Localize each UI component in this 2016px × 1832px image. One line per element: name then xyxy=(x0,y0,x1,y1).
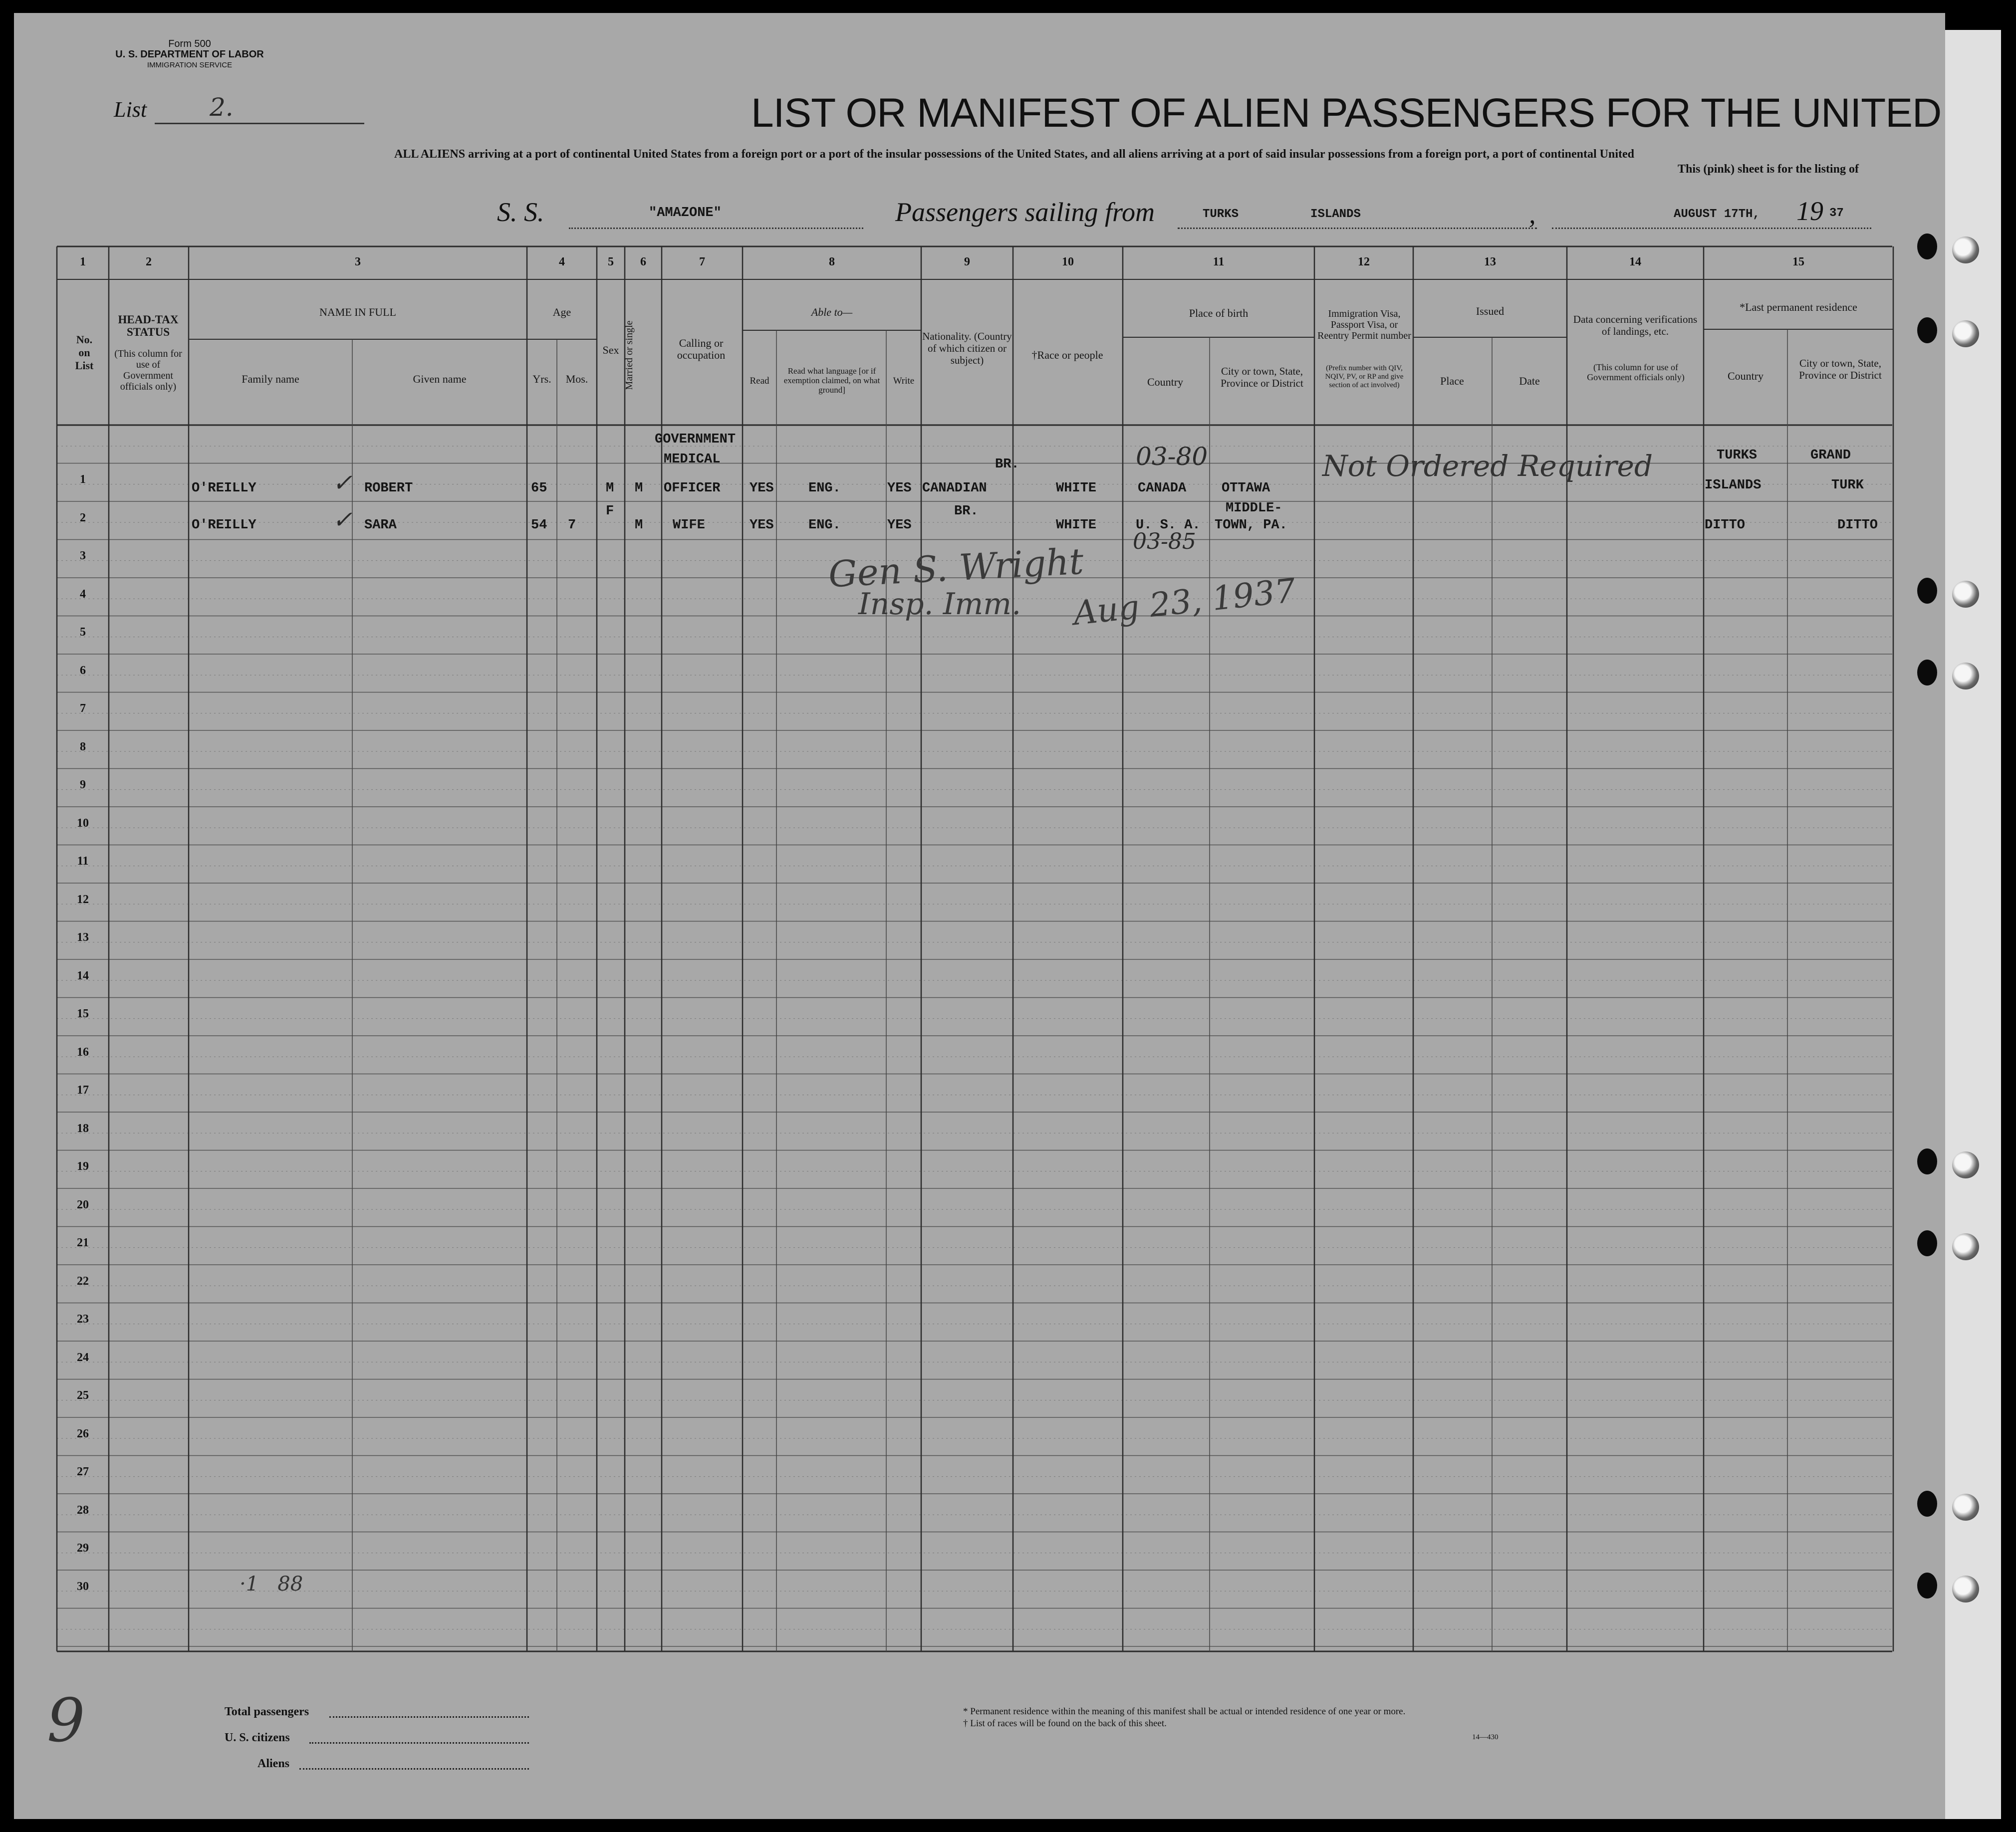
passenger-2-read: YES xyxy=(750,518,774,533)
footer-form-code: 14—430 xyxy=(1472,1733,1499,1741)
footer-citizens-line xyxy=(309,1742,529,1744)
footnote-residence: * Permanent residence within the meaning of this manifest shall be actual or intended residence of one year or more. xyxy=(963,1706,1406,1717)
header-birth-city: City or town, State, Province or District xyxy=(1221,365,1303,389)
header-race: †Race or people xyxy=(1031,349,1103,361)
row-number: 16 xyxy=(77,1045,89,1059)
row-number: 18 xyxy=(77,1122,89,1135)
passenger-2-sex: F xyxy=(606,504,614,519)
row-number: 19 xyxy=(77,1160,89,1173)
header-res-country: Country xyxy=(1727,370,1764,382)
sailing-year-prefix: 19 xyxy=(1796,196,1823,226)
header-res-city: City or town, State, Province or District xyxy=(1799,357,1882,381)
list-label: List xyxy=(114,97,147,122)
row-number: 12 xyxy=(77,893,89,906)
row-number: 13 xyxy=(77,931,89,944)
row-number: 3 xyxy=(80,549,86,562)
row-number: 15 xyxy=(77,1007,89,1020)
passenger-2-language: ENG. xyxy=(808,518,841,533)
handwritten-signature: Gen S. Wright xyxy=(827,540,1085,596)
handwritten-row30-note: ·1 88 xyxy=(240,1573,303,1596)
handwritten-code-2: 03-85 xyxy=(1133,529,1196,554)
ship-name: "AMAZONE" xyxy=(649,206,722,221)
row-number: 6 xyxy=(80,664,86,677)
list-underline xyxy=(155,123,364,124)
passenger-2-age-mos: 7 xyxy=(568,518,576,533)
column-number: 6 xyxy=(640,255,646,268)
header-no-on-list: No. on List xyxy=(75,333,94,372)
passenger-1-res-country-line2: ISLANDS xyxy=(1705,478,1762,493)
header-visa-note: (Prefix number with QIV, NQIV, PV, or RP and give section of act involved) xyxy=(1325,364,1404,389)
footnote-races: † List of races will be found on the back of this sheet. xyxy=(963,1718,1167,1729)
header-age: Age xyxy=(552,306,571,318)
form-number: Form 500 xyxy=(168,38,211,49)
column-number: 10 xyxy=(1062,255,1074,268)
column-number: 2 xyxy=(146,255,152,268)
row-number: 26 xyxy=(77,1427,89,1440)
passenger-2-family-name: O'REILLY xyxy=(192,518,256,533)
passenger-1-married: M xyxy=(635,481,643,496)
row-number: 11 xyxy=(77,855,89,868)
sailing-date: AUGUST 17TH, xyxy=(1674,208,1760,221)
row-number: 29 xyxy=(77,1542,89,1555)
handwritten-corner-number: 9 xyxy=(47,1686,85,1756)
passenger-2-married: M xyxy=(635,518,643,533)
manifest-subtitle-2: This (pink) sheet is for the listing of xyxy=(1678,163,1859,176)
passenger-1-read: YES xyxy=(750,481,774,496)
passenger-1-occupation-line3: OFFICER xyxy=(664,481,721,496)
passenger-1-res-country-line1: TURKS xyxy=(1717,448,1758,463)
row-number: 25 xyxy=(77,1389,89,1402)
passenger-1-occupation-line1: GOVERNMENT xyxy=(655,432,736,447)
footer-aliens-label: Aliens xyxy=(257,1757,290,1770)
ss-label: S. S. xyxy=(497,197,544,227)
row-number: 27 xyxy=(77,1465,89,1478)
passenger-1-res-city-line1: GRAND xyxy=(1810,448,1851,463)
row-number: 17 xyxy=(77,1084,89,1097)
handwritten-inspection-date: Aug 23, 1937 xyxy=(1071,571,1298,633)
passenger-2-birth-city-line2: TOWN, PA. xyxy=(1215,518,1287,533)
header-married: Married or single xyxy=(624,320,635,390)
header-read-language: Read what language [or if exemption claimed, on what ground] xyxy=(783,366,880,395)
row-number: 14 xyxy=(77,969,89,982)
footer-total-line xyxy=(329,1716,529,1718)
passenger-2-given-name: SARA xyxy=(364,518,397,533)
row-number: 9 xyxy=(80,778,86,791)
header-read: Read xyxy=(750,376,769,386)
list-number: 2. xyxy=(210,93,234,122)
passenger-1-nationality-line1: BR. xyxy=(995,457,1019,472)
row-number: 21 xyxy=(77,1236,89,1249)
header-able-to: Able to— xyxy=(811,306,853,318)
footer-citizens-label: U. S. citizens xyxy=(225,1731,290,1744)
passenger-1-res-city-line2: TURK xyxy=(1831,478,1864,493)
footer-aliens-line xyxy=(299,1768,529,1770)
column-number: 8 xyxy=(829,255,835,268)
column-number: 9 xyxy=(964,255,970,268)
check-mark: ✓ xyxy=(332,469,353,497)
manifest-title: LIST OR MANIFEST OF ALIEN PASSENGERS FOR THE UNITED xyxy=(751,90,1942,136)
header-birth-country: Country xyxy=(1147,376,1184,388)
column-number: 14 xyxy=(1629,255,1641,268)
header-issued: Issued xyxy=(1476,305,1505,317)
passenger-2-nationality: BR. xyxy=(954,504,979,519)
passenger-2-res-city: DITTO xyxy=(1837,518,1878,533)
passenger-2-write: YES xyxy=(887,518,912,533)
row-number: 10 xyxy=(77,816,89,830)
column-number: 12 xyxy=(1358,255,1370,268)
departure-port-line xyxy=(1178,228,1537,229)
header-mos: Mos. xyxy=(565,373,588,385)
header-issued-date: Date xyxy=(1519,375,1540,387)
row-number: 8 xyxy=(80,740,86,753)
header-given-name: Given name xyxy=(413,373,467,385)
row-number: 2 xyxy=(80,511,86,524)
date-line xyxy=(1552,228,1871,229)
sailing-label: Passengers sailing from xyxy=(895,197,1155,227)
handwritten-code-1: 03-80 xyxy=(1136,442,1208,471)
header-landings: Data concerning verifications of landings, etc. xyxy=(1573,313,1698,337)
passenger-2-occupation: WIFE xyxy=(673,518,705,533)
header-place-of-birth: Place of birth xyxy=(1189,307,1249,319)
passenger-1-race: WHITE xyxy=(1056,481,1097,496)
column-number: 15 xyxy=(1792,255,1804,268)
column-number: 1 xyxy=(80,255,86,268)
row-number: 4 xyxy=(80,587,86,601)
passenger-1-birth-country: CANADA xyxy=(1138,481,1187,496)
departure-port: TURKS ISLANDS xyxy=(1203,208,1361,221)
ship-name-line xyxy=(569,228,863,229)
header-last-residence: *Last permanent residence xyxy=(1740,301,1857,313)
passenger-2-res-country: DITTO xyxy=(1705,518,1746,533)
department-name: U. S. DEPARTMENT OF LABOR xyxy=(115,49,264,60)
header-landings-note: (This column for use of Government officials only) xyxy=(1587,362,1685,382)
row-number: 1 xyxy=(80,473,86,486)
row-number: 5 xyxy=(80,626,86,639)
passenger-1-sex: M xyxy=(606,481,614,496)
header-issued-place: Place xyxy=(1440,375,1464,387)
header-visa: Immigration Visa, Passport Visa, or Reentry Permit number xyxy=(1317,308,1411,341)
row-number: 20 xyxy=(77,1198,89,1211)
column-number: 4 xyxy=(559,255,565,268)
sailing-year-suffix: 37 xyxy=(1829,207,1844,220)
handwritten-visa-note: Not Ordered Required xyxy=(1322,449,1653,483)
column-number: 5 xyxy=(608,255,614,268)
column-number: 7 xyxy=(699,255,705,268)
header-yrs: Yrs. xyxy=(532,373,551,385)
manifest-subtitle-1: ALL ALIENS arriving at a port of continental United States from a foreign port or a port of the insular possessions of the United States, and all aliens arriving at a port of said insular possessions from a foreign port, a port of continental United xyxy=(394,148,1634,161)
passenger-2-race: WHITE xyxy=(1056,518,1097,533)
passenger-1-birth-city: OTTAWA xyxy=(1222,481,1270,496)
handwritten-inspector-title: Insp. Imm. xyxy=(858,587,1021,622)
column-number: 3 xyxy=(355,255,361,268)
passenger-1-language: ENG. xyxy=(808,481,841,496)
row-number: 22 xyxy=(77,1274,89,1288)
column-number: 11 xyxy=(1213,255,1225,268)
passenger-1-write: YES xyxy=(887,481,912,496)
passenger-1-given-name: ROBERT xyxy=(364,481,413,496)
row-number: 24 xyxy=(77,1351,89,1364)
passenger-2-birth-city-line1: MIDDLE- xyxy=(1226,501,1282,516)
passenger-1-nationality-line2: CANADIAN xyxy=(922,481,987,496)
row-number: 7 xyxy=(80,702,86,715)
header-head-tax: HEAD-TAX STATUS xyxy=(118,313,179,338)
row-number: 28 xyxy=(77,1503,89,1517)
passenger-2-age-yrs: 54 xyxy=(531,518,547,533)
header-head-tax-note: (This column for use of Government officials only) xyxy=(114,348,182,392)
port-comma: , xyxy=(1529,199,1536,229)
passenger-1-family-name: O'REILLY xyxy=(192,481,256,496)
row-number: 23 xyxy=(77,1313,89,1326)
header-name-in-full: NAME IN FULL xyxy=(319,306,396,318)
form-number-block xyxy=(100,39,279,70)
header-calling: Calling or occupation xyxy=(677,337,726,361)
passenger-1-age-yrs: 65 xyxy=(531,481,547,496)
header-sex: Sex xyxy=(602,344,619,356)
footer-total-label: Total passengers xyxy=(225,1705,309,1718)
passenger-2-birth-country: U. S. A. xyxy=(1136,518,1201,533)
row-number: 30 xyxy=(77,1580,89,1593)
passenger-1-occupation-line2: MEDICAL xyxy=(664,452,721,467)
service-name: IMMIGRATION SERVICE xyxy=(147,61,233,69)
header-nationality: Nationality. (Country of which citizen or subject) xyxy=(922,330,1012,366)
check-mark: ✓ xyxy=(332,506,353,534)
header-family-name: Family name xyxy=(242,373,299,385)
column-number: 13 xyxy=(1484,255,1496,268)
header-write: Write xyxy=(893,376,915,386)
